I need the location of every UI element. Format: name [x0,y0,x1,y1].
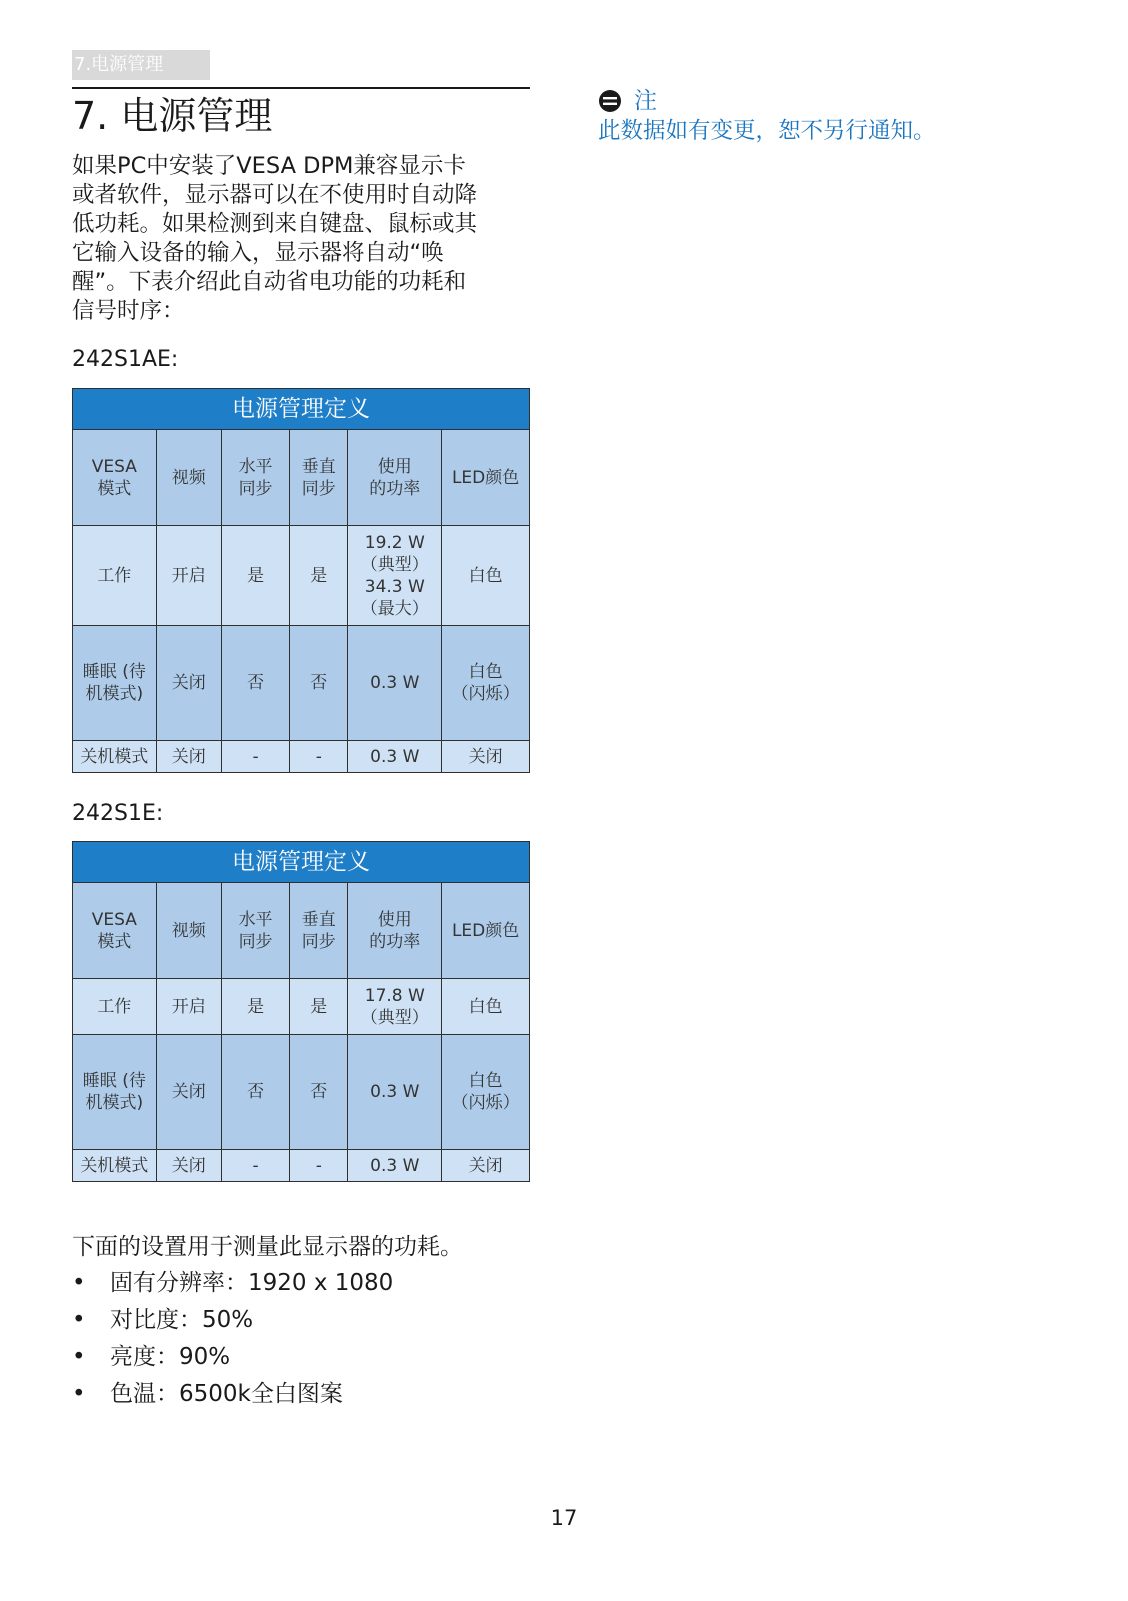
cell-vesa-mode [73,626,157,741]
cell-line: 0.3 W [370,673,420,693]
cell-line: 的功率 [369,478,421,499]
cell-v-sync [290,1150,348,1182]
cell-line: 机模式) [85,684,144,704]
cell-line: （典型） [360,554,429,575]
cell-line: 关闭 [171,1082,206,1102]
model-label-242s1ae: 242S1AE: [72,347,179,372]
cell-vesa-mode [73,1150,157,1182]
header-cell-led-color [442,883,530,979]
setting-color-temperature: 色温：6500k全白图案 [110,1381,343,1407]
table-row [73,741,530,773]
header-cell-v-sync [290,430,348,526]
cell-line: 机模式) [85,1093,144,1113]
cell-line: 使用 [377,456,412,477]
table-row [73,1035,530,1150]
cell-line: （最大） [360,598,429,619]
cell-line: 17.8 W [364,985,425,1006]
header-cell-h-sync [221,430,289,526]
cell-v-sync [290,979,348,1035]
measurement-settings-list [72,1268,393,1416]
list-item [72,1342,393,1379]
cell-line: 关机模式 [80,746,149,767]
header-cell-h-sync [221,883,289,979]
bullet: • [72,1270,86,1296]
power-management-table-242s1ae [72,388,530,773]
cell-line: 工作 [97,565,132,586]
cell-h-sync [221,1035,289,1150]
table-row [73,526,530,626]
cell-v-sync [290,1035,348,1150]
cell-line: 模式 [97,478,132,499]
running-header-tab: 7.电源管理 [72,50,210,80]
header-cell-power-used [348,430,442,526]
cell-h-sync [221,1150,289,1182]
note-title: 注 [634,88,657,114]
cell-line: 关闭 [468,1155,503,1176]
measurement-intro: 下面的设置用于测量此显示器的功耗。 [72,1234,463,1260]
cell-line: 0.3 W [370,746,420,767]
header-cell-v-sync [290,883,348,979]
cell-line: - [252,746,259,767]
cell-line: 白色 [468,565,503,586]
cell-line: 使用 [377,909,412,930]
header-cell-video [156,430,221,526]
cell-line: 睡眠 (待 [82,662,146,682]
cell-h-sync [221,526,289,626]
cell-line: 0.3 W [370,1155,420,1176]
intro-line: 低功耗。如果检测到来自键盘、鼠标或其 [72,211,478,237]
cell-line: 同步 [238,931,273,952]
cell-led-color [442,741,530,773]
cell-line: - [315,746,322,767]
note-heading [598,86,657,116]
cell-line: （闪烁） [451,1093,520,1113]
cell-line: 白色 [468,662,503,682]
page-number: 17 [550,1506,578,1530]
cell-power-used [348,979,442,1035]
cell-led-color [442,1150,530,1182]
cell-power-used [348,1035,442,1150]
cell-line: 白色 [468,996,503,1017]
cell-led-color [442,626,530,741]
cell-line: 0.3 W [370,1082,420,1102]
cell-video [156,626,221,741]
cell-led-color [442,979,530,1035]
cell-line: 否 [247,1082,265,1102]
cell-line: （闪烁） [451,684,520,704]
cell-vesa-mode [73,526,157,626]
cell-line: - [252,1155,259,1176]
cell-line: 视频 [171,467,206,488]
cell-line: 同步 [301,478,336,499]
cell-vesa-mode [73,1035,157,1150]
table-caption-row [73,389,530,430]
cell-line: LED颜色 [451,467,520,488]
cell-line: 模式 [97,931,132,952]
cell-line: 垂直 [301,456,336,477]
note-text: 此数据如有变更，恕不另行通知。 [598,118,936,144]
intro-line: 它输入设备的输入，显示器将自动“唤 [72,240,444,266]
cell-line: 睡眠 (待 [82,1071,146,1091]
header-cell-vesa-mode [73,430,157,526]
intro-line: 醒”。下表介绍此自动省电功能的功耗和 [72,269,467,295]
header-cell-led-color [442,430,530,526]
cell-video [156,526,221,626]
list-item [72,1305,393,1342]
table-header-row [73,430,530,526]
list-item [72,1379,393,1416]
setting-brightness: 亮度：90% [110,1344,231,1370]
cell-line: 工作 [97,996,132,1017]
table-row [73,979,530,1035]
bullet: • [72,1381,86,1407]
table-caption-row [73,842,530,883]
cell-power-used [348,526,442,626]
cell-line: VESA [91,909,137,930]
intro-line: 信号时序： [72,298,185,324]
cell-power-used [348,626,442,741]
table-row [73,626,530,741]
list-item [72,1268,393,1305]
cell-line: 19.2 W [364,532,425,553]
cell-line: - [315,1155,322,1176]
cell-vesa-mode [73,979,157,1035]
cell-line: 关闭 [171,1155,206,1176]
cell-line: 关机模式 [80,1155,149,1176]
cell-line: 同步 [238,478,273,499]
cell-line: 水平 [238,909,273,930]
cell-line: 同步 [301,931,336,952]
setting-resolution: 固有分辨率：1920 x 1080 [110,1270,394,1296]
cell-line: 是 [310,565,328,586]
intro-paragraph [72,152,517,326]
setting-contrast: 对比度：50% [110,1307,254,1333]
cell-line: 的功率 [369,931,421,952]
intro-line: 或者软件，显示器可以在不使用时自动降 [72,182,478,208]
cell-line: 34.3 W [364,576,425,597]
intro-line: 如果PC中安装了VESA DPM兼容显示卡 [72,153,466,179]
cell-led-color [442,526,530,626]
table-row [73,1150,530,1182]
header-cell-power-used [348,883,442,979]
cell-video [156,1035,221,1150]
chapter-title: 7. 电源管理 [72,94,273,138]
cell-line: 关闭 [171,746,206,767]
cell-line: 关闭 [468,746,503,767]
cell-line: 水平 [238,456,273,477]
cell-line: 白色 [468,1071,503,1091]
note-icon [598,89,622,113]
cell-line: 否 [310,1082,328,1102]
bullet: • [72,1307,86,1333]
cell-h-sync [221,626,289,741]
table-caption: 电源管理定义 [73,389,530,430]
header-cell-vesa-mode [73,883,157,979]
cell-line: （典型） [360,1007,429,1028]
cell-h-sync [221,741,289,773]
cell-line: 开启 [171,565,206,586]
cell-v-sync [290,526,348,626]
cell-line: LED颜色 [451,920,520,941]
cell-video [156,979,221,1035]
cell-vesa-mode [73,741,157,773]
cell-line: VESA [91,456,137,477]
cell-video [156,741,221,773]
cell-line: 垂直 [301,909,336,930]
cell-line: 否 [310,673,328,693]
cell-line: 是 [247,996,265,1017]
cell-h-sync [221,979,289,1035]
cell-power-used [348,1150,442,1182]
cell-line: 开启 [171,996,206,1017]
table-header-row [73,883,530,979]
cell-line: 视频 [171,920,206,941]
table-caption: 电源管理定义 [73,842,530,883]
model-label-242s1e: 242S1E: [72,801,164,826]
bullet: • [72,1344,86,1370]
cell-led-color [442,1035,530,1150]
cell-line: 否 [247,673,265,693]
cell-v-sync [290,741,348,773]
cell-video [156,1150,221,1182]
cell-line: 是 [310,996,328,1017]
cell-line: 是 [247,565,265,586]
cell-power-used [348,741,442,773]
cell-line: 关闭 [171,673,206,693]
cell-v-sync [290,626,348,741]
header-cell-video [156,883,221,979]
power-management-table-242s1e [72,841,530,1182]
